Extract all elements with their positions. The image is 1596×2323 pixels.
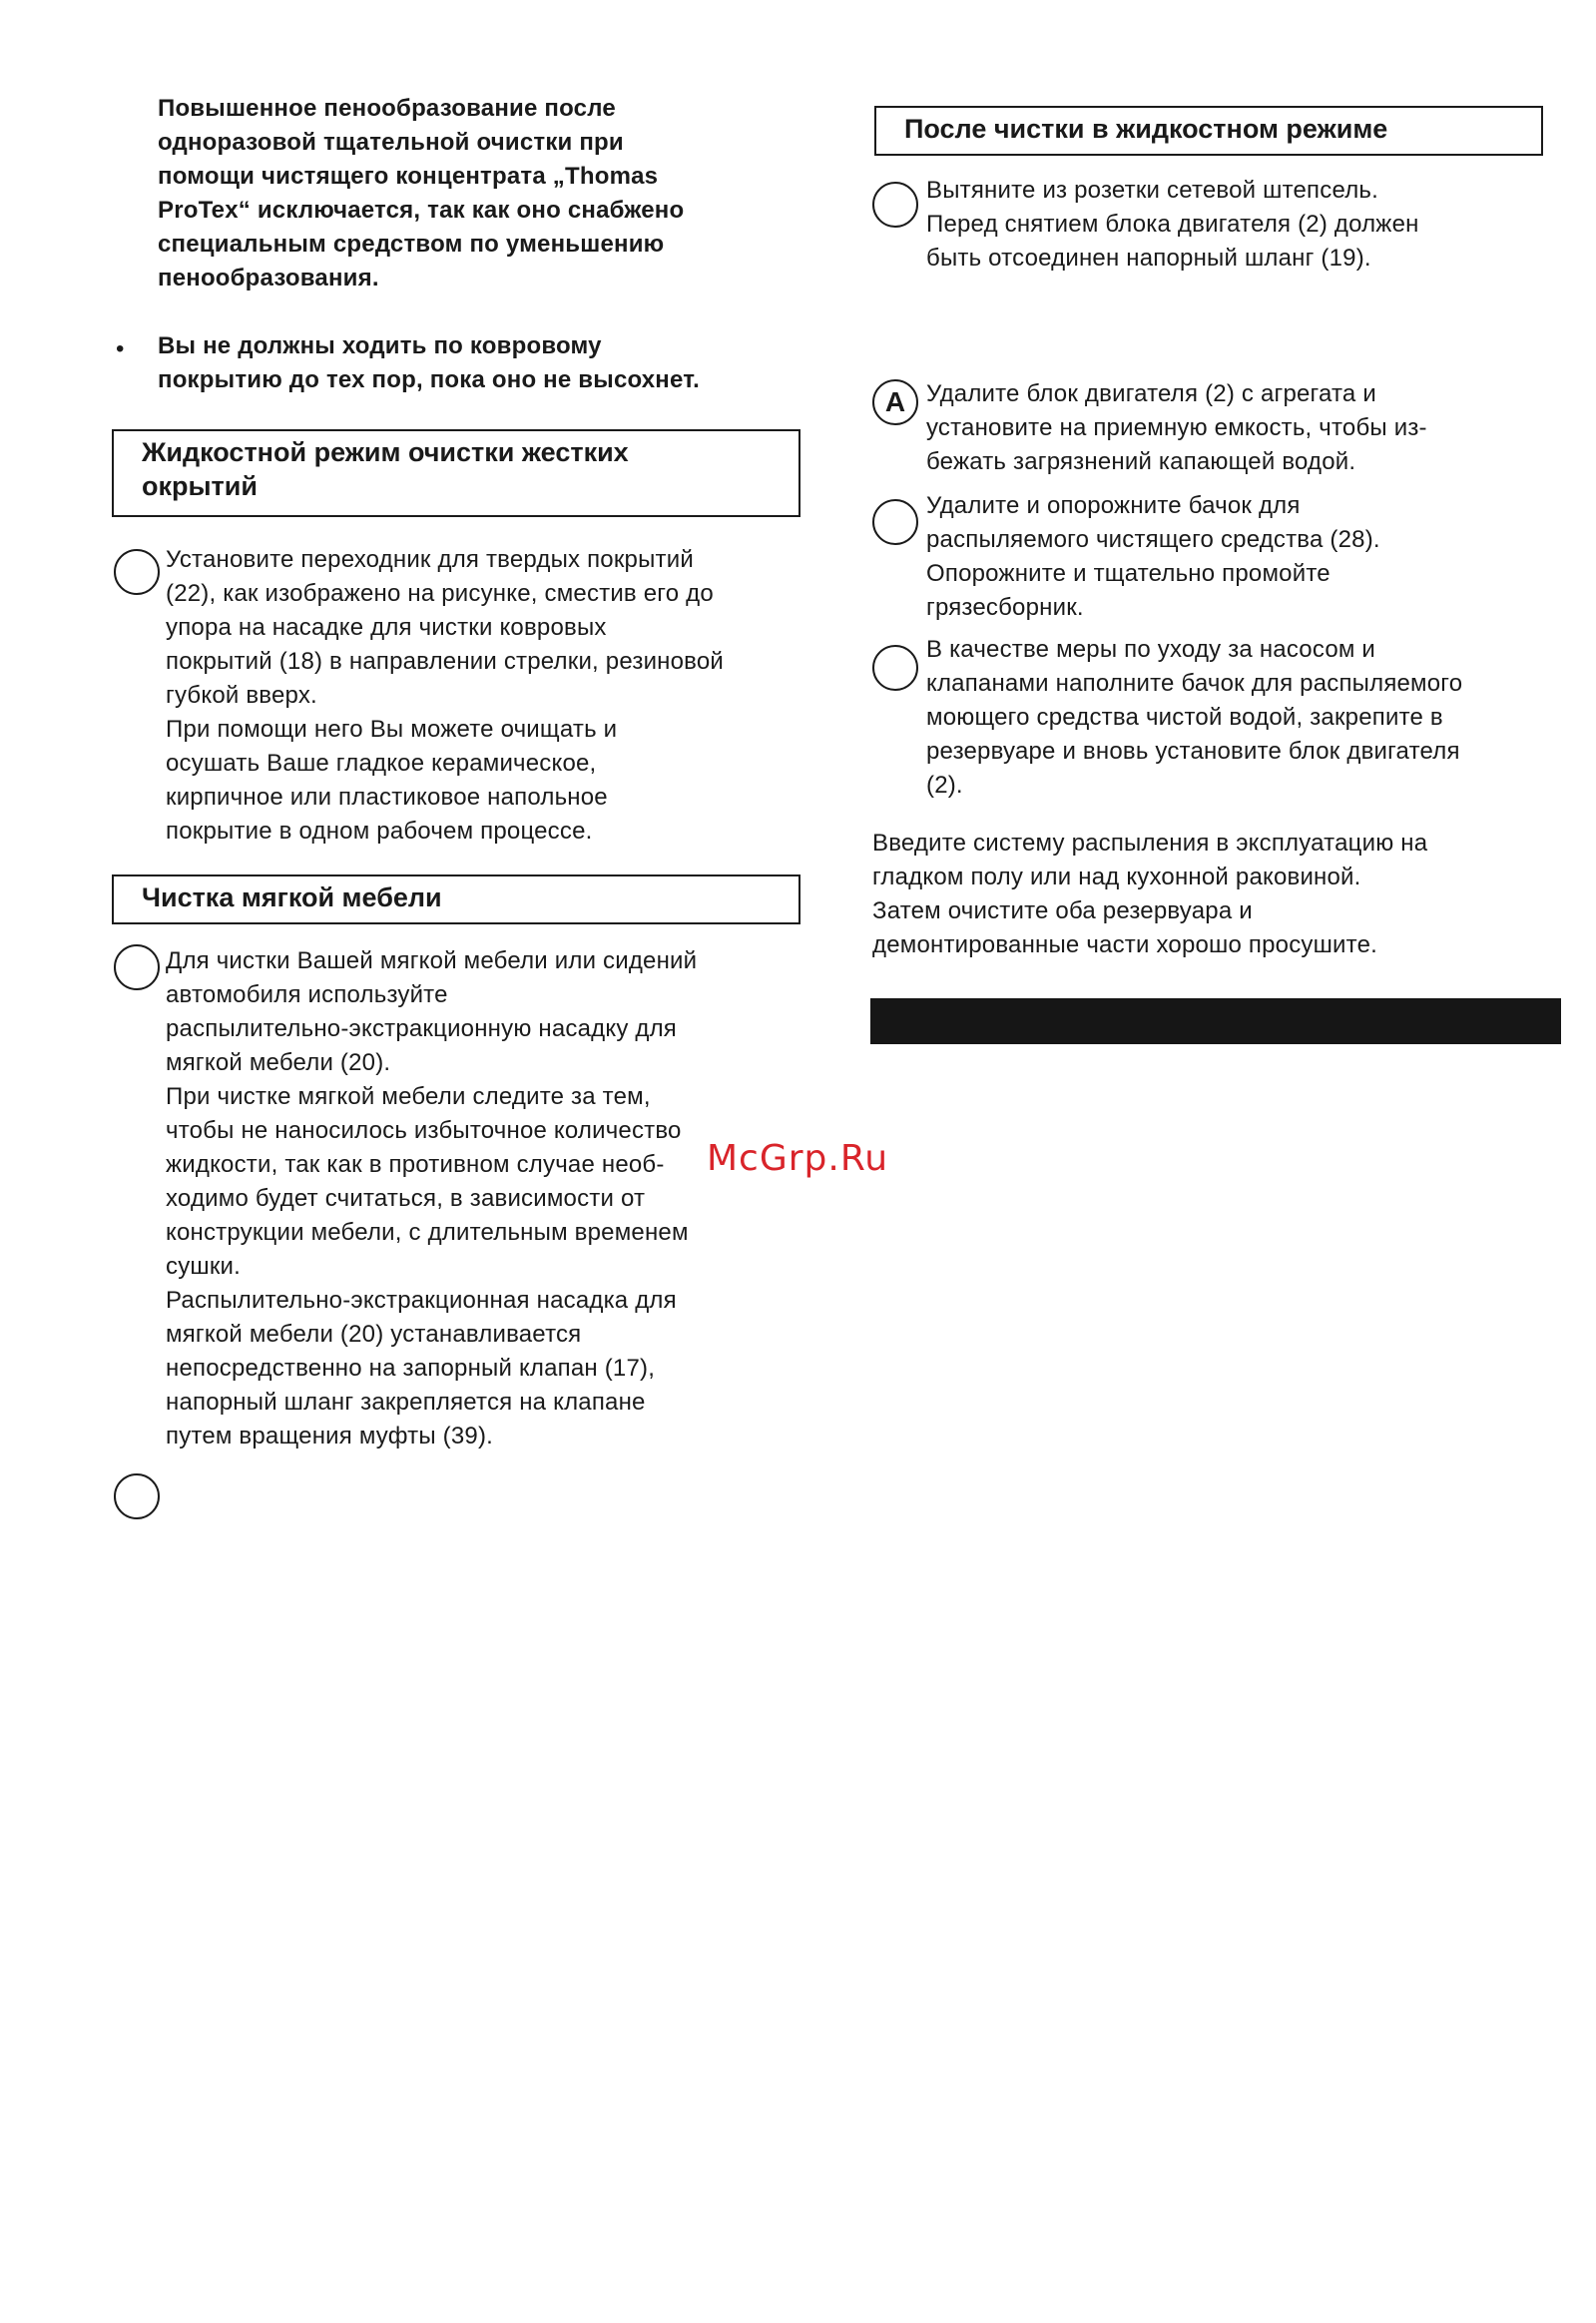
section-divider-bar <box>870 998 1561 1044</box>
watermark: McGrp.Ru <box>707 1138 889 1179</box>
step-unplug-text: Вытяните из розетки сетевой штепсель. Перед снятием блока двигателя (2) должен быть отсоединен напорный шланг (19). <box>926 177 1419 272</box>
step-circle-icon <box>114 944 160 990</box>
step-a-icon: A <box>872 379 918 425</box>
step-refill-text: В качестве меры по уходу за насосом и клапанами наполните бачок для распыляемого моющего средства чистой водой, закрепите в резервуаре и вновь установите блок двигателя (2). <box>926 636 1463 799</box>
section-after-wet-title: После чистки в жидкостном режиме <box>874 106 1543 156</box>
step-circle-icon <box>872 499 918 545</box>
intro-paragraph: Повышенное пенообразование после одноразовой тщательной очистки при помощи чистящего концентрата „Thomas ProTex“ исключается, так как оно снабжено специальным средством по уменьшению пенообразования. <box>158 95 685 291</box>
closing-paragraph: Введите систему распыления в эксплуатацию на гладком полу или над кухонной раковиной. Затем очистите оба резервуара и демонтированные части хорошо просушите. <box>872 830 1428 958</box>
step-a-text: Удалите блок двигателя (2) с агрегата и установите на приемную емкость, чтобы из- бежать загрязнений капающей водой. <box>926 380 1427 475</box>
step-circle-icon <box>114 549 160 595</box>
step-circle-icon <box>872 182 918 228</box>
bullet-marker: • <box>116 335 125 362</box>
section-upholstery-title: Чистка мягкой мебели <box>112 874 800 924</box>
bullet-text: Вы не должны ходить по ковровому покрытию до тех пор, пока оно не высохнет. <box>158 332 700 393</box>
section-hard-floor-title: Жидкостной режим очистки жестких окрытий <box>112 429 800 517</box>
step-circle-icon <box>114 1473 160 1519</box>
hard-floor-instructions: Установите переходник для твердых покрытий (22), как изображено на рисунке, сместив его до упора на насадке для чистки ковровых покрытий (18) в направлении стрелки, резиновой губкой вверх. При помощи него Вы можете очищать и осушать Ваше гладкое керамическое, кирпичное или пластиковое напольное покрытие в одном рабочем процессе. <box>166 546 725 845</box>
upholstery-instructions: Для чистки Вашей мягкой мебели или сидений автомобиля используйте распылительно-экстракционную насадку для мягкой мебели (20). При чистке мягкой мебели следите за тем, чтобы не наносилось избыточное количество жидкости, так как в противном случае необ- ходимо будет считаться, в зависимости от конструкции мебели, с длительным временем сушки. Распылительно-экстракционная насадка для мягкой мебели (20) устанавливается непосредственно на запорный клапан (17), напорный шланг закрепляется на клапане путем вращения муфты (39). <box>166 947 698 1450</box>
step-empty-tank-text: Удалите и опорожните бачок для распыляемого чистящего средства (28). Опорожните и тщательно промойте грязесборник. <box>926 492 1380 621</box>
step-circle-icon <box>872 645 918 691</box>
